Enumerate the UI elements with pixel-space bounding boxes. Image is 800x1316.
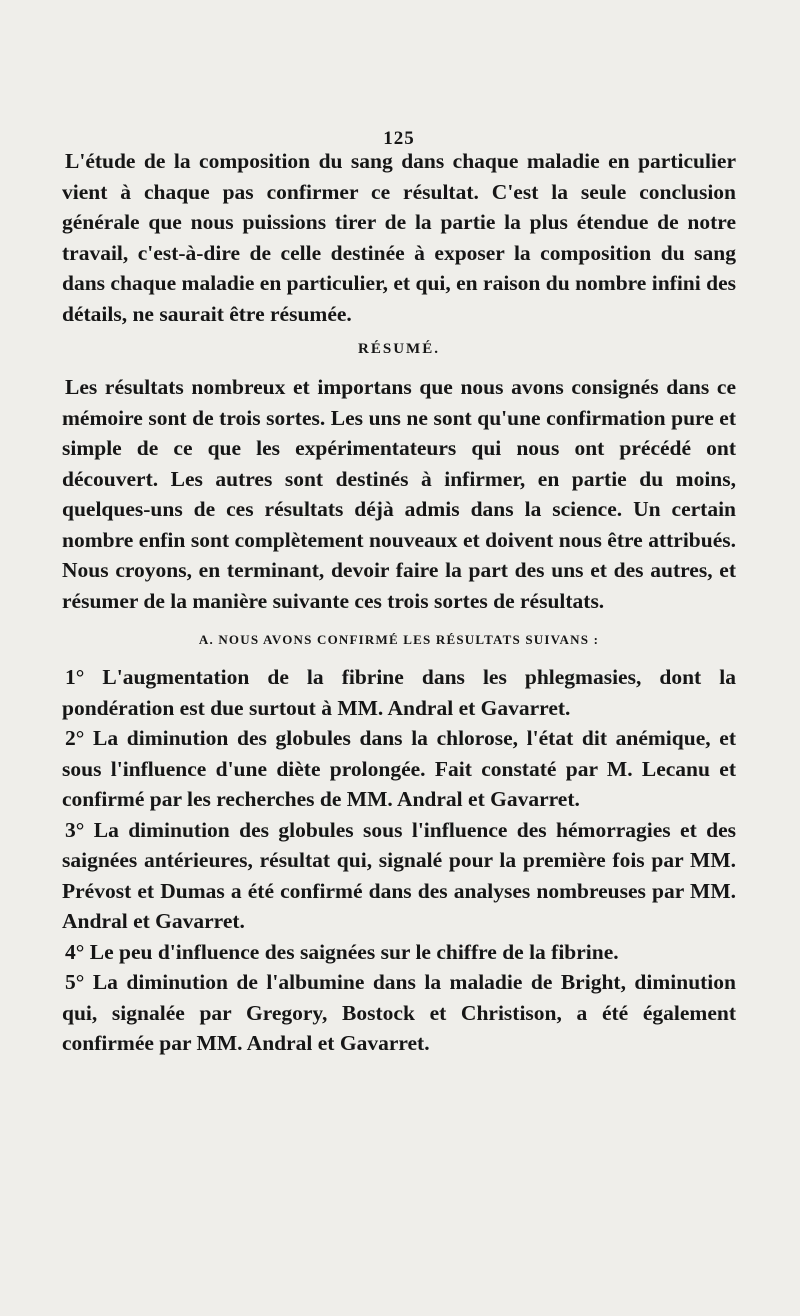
- list-item: 4° Le peu d'influence des saignées sur le chiffre de la fibrine.: [65, 939, 619, 964]
- list-item: 1° L'augmentation de la fibrine dans les phlegmasies, dont la pondération est due surtout à MM. Andral et Gavarret.: [62, 665, 736, 720]
- page-number: 125: [383, 128, 415, 149]
- section-a-heading: A. NOUS AVONS CONFIRMÉ LES RÉSULTATS SUIVANS :: [198, 632, 600, 647]
- document-page: [62, 128, 736, 1059]
- summary-paragraph: Les résultats nombreux et importans que nous avons consignés dans ce mémoire sont de trois sortes. Les uns ne sont qu'une confirmation pure et simple de ce que les expérimentateurs qui nous ont précédé ont découvert. Les autres sont destinés à infirmer, en partie du moins, quelques-uns de ces résultats déjà admis dans la science. Un certain nombre enfin sont complètement nouveaux et doivent nous être attribués. Nous croyons, en terminant, devoir faire la part des uns et des autres, et résumer de la manière suivante ces trois sortes de résultats.: [62, 375, 736, 613]
- list-item: 2° La diminution des globules dans la chlorose, l'état dit anémique, et sous l'influence d'une diète prolongée. Fait constaté par M. Lecanu et confirmé par les recherches de MM. Andral et Gavarret.: [62, 726, 736, 811]
- list-item: 3° La diminution des globules sous l'influence des hémorragies et des saignées antérieures, résultat qui, signalé pour la première fois par MM. Prévost et Dumas a été confirmé dans des analyses nombreuses par MM. Andral et Gavarret.: [62, 817, 736, 933]
- intro-paragraph: L'étude de la composition du sang dans chaque maladie en particulier vient à chaque pas confirmer ce résultat. C'est la seule conclusion générale que nous puissions tirer de la partie la plus étendue de notre travail, c'est-à-dire de celle destinée à exposer la composition du sang dans chaque maladie en particulier, et qui, en raison du nombre infini des détails, ne saurait être résumée.: [62, 149, 736, 326]
- list-item: 5° La diminution de l'albumine dans la maladie de Bright, diminution qui, signalée par Gregory, Bostock et Christison, a été également confirmée par MM. Andral et Gavarret.: [62, 970, 736, 1055]
- summary-heading: RÉSUMÉ.: [358, 341, 440, 357]
